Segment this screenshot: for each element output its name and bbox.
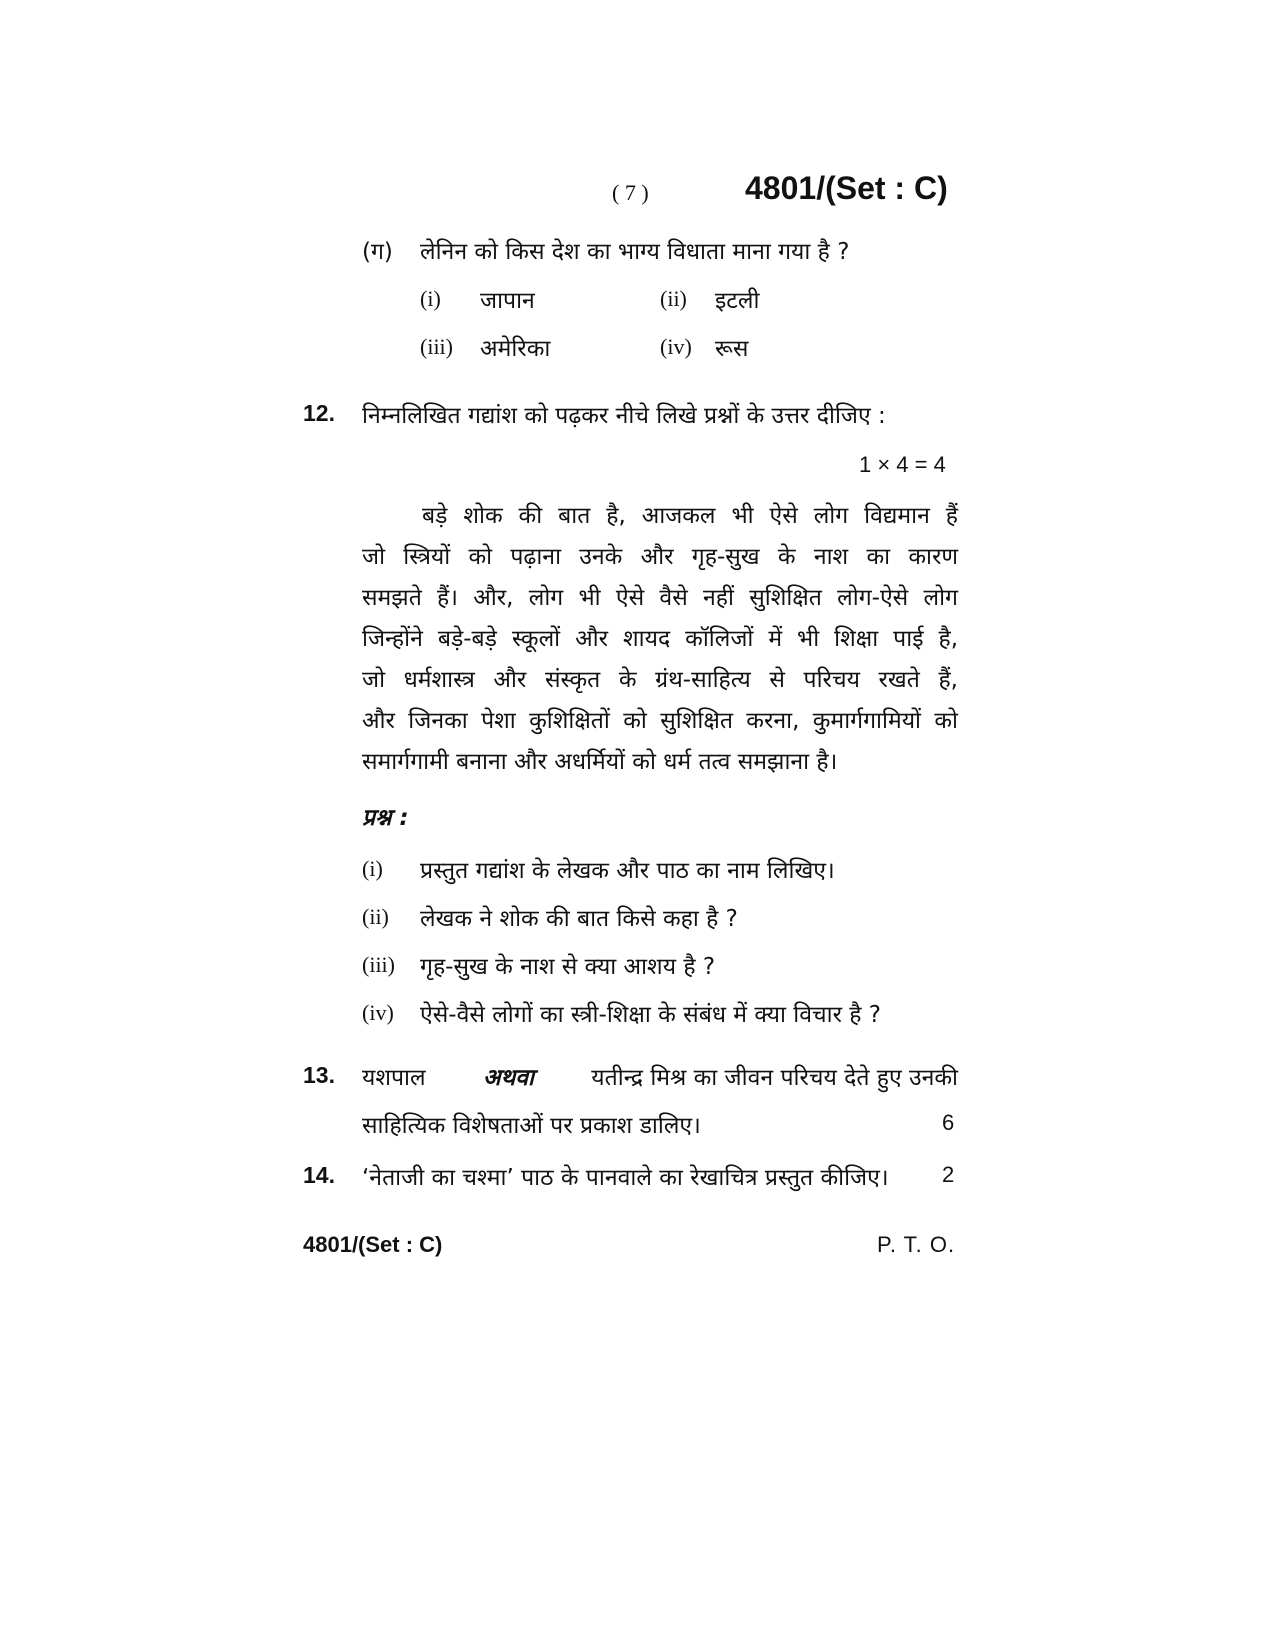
passage-line: समझते हैं। और, लोग भी ऐसे वैसे नहीं सुशिक्षित लोग-ऐसे लोग <box>362 585 958 611</box>
q13-marks: 6 <box>942 1110 955 1135</box>
paper-code-footer: 4801/(Set : C) <box>303 1232 443 1257</box>
q13-line2: साहित्यिक विशेषताओं पर प्रकाश डालिए। <box>362 1113 701 1139</box>
q11g-option-num-2: (ii) <box>660 286 687 311</box>
q11g-option-num-3: (iii) <box>420 334 453 359</box>
q14-number: 14. <box>303 1162 335 1188</box>
q11g-option-num-1: (i) <box>420 286 441 311</box>
passage-line: और जिनका पेशा कुशिक्षितों को सुशिक्षित करना, कुमार्गगामियों को <box>362 708 958 734</box>
q12-number: 12. <box>303 400 335 426</box>
q12-sub-num-2: (ii) <box>362 904 389 929</box>
q13-or: अथवा <box>482 1065 534 1091</box>
passage-line: जो स्त्रियों को पढ़ाना उनके और गृह-सुख के नाश का कारण <box>362 544 958 570</box>
q11g-option-num-4: (iv) <box>660 334 692 359</box>
q12-sub-num-3: (iii) <box>362 952 395 977</box>
q11g-option-text-4: रूस <box>715 336 749 362</box>
q12-sub-text-3: गृह-सुख के नाश से क्या आशय है ? <box>420 954 716 980</box>
q11g-option-text-3: अमेरिका <box>480 336 551 362</box>
q14-marks: 2 <box>942 1162 955 1187</box>
paper-code-header: 4801/(Set : C) <box>745 170 948 206</box>
passage-line: बड़े शोक की बात है, आजकल भी ऐसे लोग विद्यमान हैं <box>422 503 958 529</box>
q14-text: ‘नेताजी का चश्मा’ पाठ के पानवाले का रेखाचित्र प्रस्तुत कीजिए। <box>362 1165 889 1191</box>
q13-text-b: यतीन्द्र मिश्र का जीवन परिचय देते हुए उनकी <box>591 1065 958 1091</box>
q12-instruction: निम्नलिखित गद्यांश को पढ़कर नीचे लिखे प्रश्नों के उत्तर दीजिए : <box>362 403 886 429</box>
q12-passage <box>362 496 958 783</box>
passage-line: समार्गगामी बनाना और अधर्मियों को धर्म तत्व समझाना है। <box>362 749 838 775</box>
q11g-option-text-2: इटली <box>715 288 760 314</box>
pto-marker: P. T. O. <box>877 1232 956 1257</box>
q12-sub-text-1: प्रस्तुत गद्यांश के लेखक और पाठ का नाम लिखिए। <box>420 858 835 884</box>
q12-sub-num-4: (iv) <box>362 1000 394 1025</box>
q11g-option-text-1: जापान <box>480 288 535 314</box>
q12-sub-text-2: लेखक ने शोक की बात किसे कहा है ? <box>420 906 738 932</box>
q13-text-a: यशपाल <box>362 1065 426 1091</box>
q13-line1 <box>362 1060 958 1092</box>
q12-questions-heading: प्रश्न : <box>362 805 409 831</box>
q12-sub-text-4: ऐसे-वैसे लोगों का स्त्री-शिक्षा के संबंध में क्या विचार है ? <box>420 1002 882 1028</box>
passage-line: जिन्होंने बड़े-बड़े स्कूलों और शायद कॉलिजों में भी शिक्षा पाई है, <box>362 626 958 652</box>
q13-number: 13. <box>303 1062 335 1088</box>
q12-marks: 1 × 4 = 4 <box>859 452 946 477</box>
q11g-label: (ग) <box>362 239 393 265</box>
q12-sub-num-1: (i) <box>362 856 383 881</box>
page-number: ( 7 ) <box>612 180 649 205</box>
passage-line: जो धर्मशास्त्र और संस्कृत के ग्रंथ-साहित्य से परिचय रखते हैं, <box>362 667 958 693</box>
q11g-question: लेनिन को किस देश का भाग्य विधाता माना गया है ? <box>420 239 850 265</box>
